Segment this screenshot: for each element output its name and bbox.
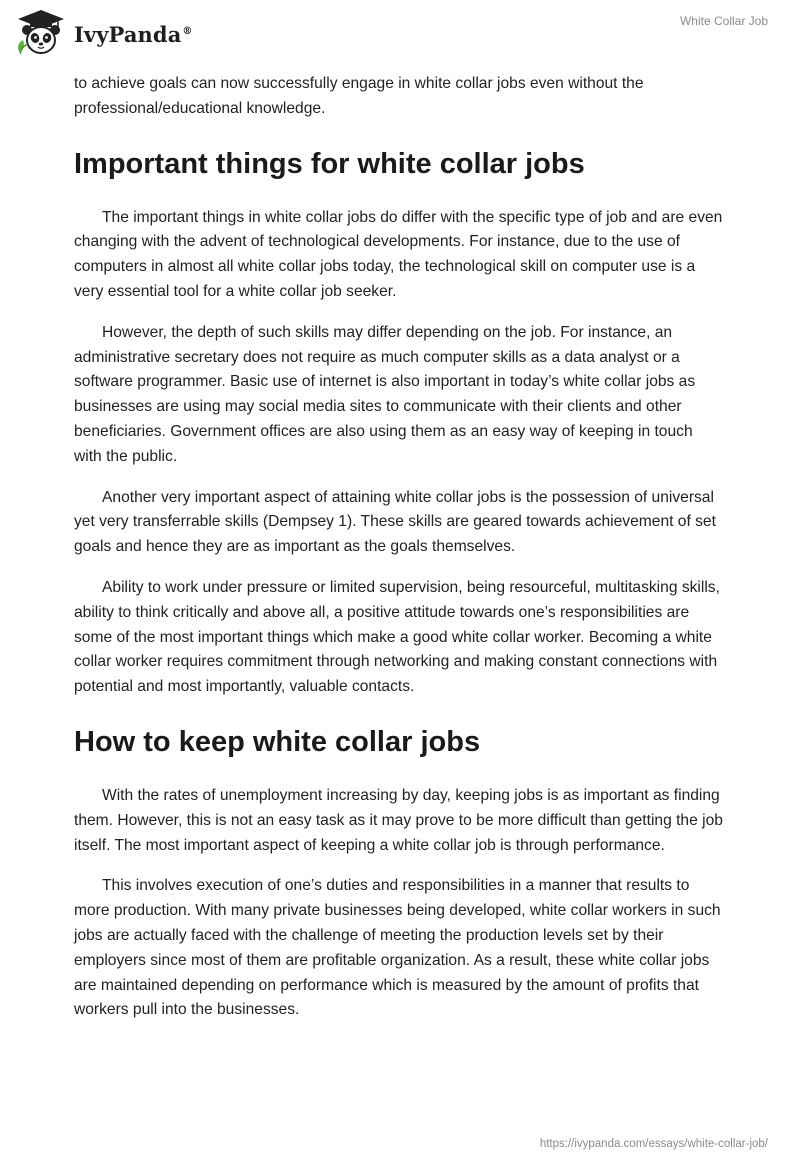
section-heading-how-to-keep: How to keep white collar jobs: [74, 725, 481, 758]
document-title: White Collar Job: [679, 14, 768, 28]
paragraph: Ability to work under pressure or limited supervision, being resourceful, multitasking skills, ability to think critically and above all, a positive attitude towards one’s responsibilities are some of the most important things which make a good white collar worker. Becoming a white collar worker requires commitment through networking and making constant connections with potential and most importantly, valuable contacts.: [74, 578, 720, 696]
paragraph: The important things in white collar jobs do differ with the specific type of job and are even changing with the advent of technological developments. For instance, due to the use of computers in almost all white collar jobs today, the technological skill on computer use is a very essential tool for a white collar job seeker.: [74, 208, 723, 300]
paragraph: Another very important aspect of attaining white collar jobs is the possession of universal yet very transferrable skills (Dempsey 1). These skills are geared towards achievement of set goals and hence they are as important as the goals themselves.: [74, 488, 716, 556]
section-heading-important-things: Important things for white collar jobs: [74, 147, 585, 180]
brand-name: IvyPanda®: [74, 21, 193, 47]
intro-continuation: to achieve goals can now successfully engage in white collar jobs even without the professional/educational knowledge.: [74, 75, 644, 117]
panda-graduate-icon: [14, 8, 68, 58]
paragraph: However, the depth of such skills may differ depending on the job. For instance, an administrative secretary does not require as much computer skills as a data analyst or a software programmer. Basic use of internet is also important in today’s white collar jobs as businesses are using may social media sites to communicate with their clients and other beneficiaries. Government offices are also using them as an easy way of keeping in touch with the public.: [74, 323, 696, 465]
paragraph: This involves execution of one’s duties and responsibilities in a manner that results to more production. With many private businesses being developed, white collar workers in such jobs are actually faced with the challenge of meeting the production levels set by their employers since most of them are profitable organization. As a result, these white collar jobs are maintained depending on performance which is measured by the amount of profits that workers pull into the businesses.: [74, 877, 721, 1019]
source-url[interactable]: https://ivypanda.com/essays/white-collar-job/: [539, 1138, 768, 1150]
registered-mark: ®: [182, 25, 193, 37]
page-header: [0, 0, 800, 64]
ivypanda-logo[interactable]: [14, 8, 193, 58]
article-body: [74, 72, 724, 1039]
paragraph: With the rates of unemployment increasing by day, keeping jobs is as important as finding them. However, this is not an easy task as it may prove to be more difficult than getting the job itself. The most important aspect of keeping a white collar job is through performance.: [74, 786, 723, 854]
